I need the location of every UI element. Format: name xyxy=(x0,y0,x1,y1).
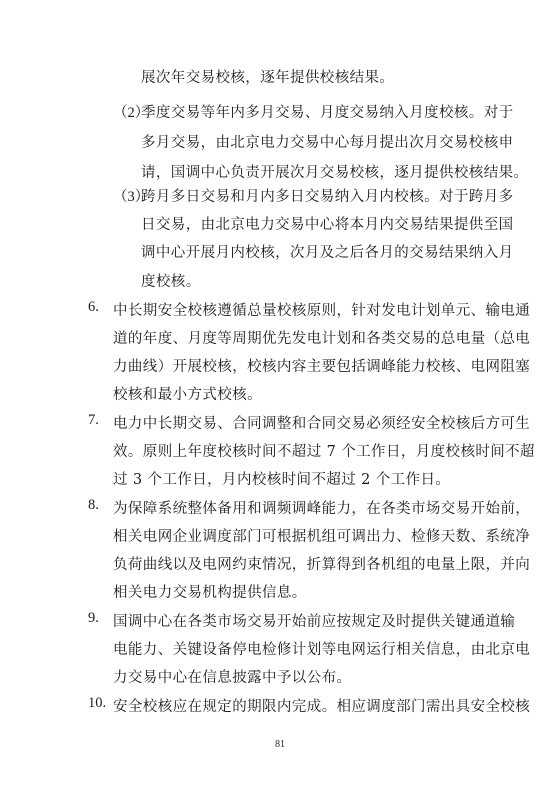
text-line: 日交易，由北京电力交易中心将本月内交易结果提供至国 xyxy=(141,217,514,233)
text-line: 效。原则上年度校核时间不超过 7 个工作日，月度校核时间不超 xyxy=(113,444,535,460)
text-line: 季度交易等年内多月交易、月度交易纳入月度校核。对于 xyxy=(141,105,514,121)
text-line: 道的年度、月度等周期优先发电计划和各类交易的总电量（总电 xyxy=(113,331,531,347)
text-line: 请，国调中心负责开展次月交易校核，逐月提供校核结果。 xyxy=(141,165,529,181)
text-line: 展次年交易校核，逐年提供校核结果。 xyxy=(141,70,395,86)
item-number: 9. xyxy=(88,610,99,626)
text-line: 电能力、关键设备停电检修计划等电网运行相关信息，由北京电 xyxy=(113,642,531,658)
text-line: 校核和最小方式校核。 xyxy=(113,387,262,403)
text-line: 国调中心在各类市场交易开始前应按规定及时提供关键通道输 xyxy=(113,614,516,630)
item-number: 6. xyxy=(88,299,99,315)
text-line: 中长期安全校核遵循总量校核原则，针对发电计划单元、输电通 xyxy=(113,303,531,319)
text-line: 电力中长期交易、合同调整和合同交易必须经安全校核后方可生 xyxy=(113,416,531,432)
text-line: 度校核。 xyxy=(141,274,201,290)
text-line: 跨月多日交易和月内多日交易纳入月内校核。对于跨月多 xyxy=(141,189,514,205)
text-line: 调中心开展月内校核，次月及之后各月的交易结果纳入月 xyxy=(141,245,514,261)
page-number: 81 xyxy=(275,739,285,750)
text-line: 力曲线）开展校核，校核内容主要包括调峰能力校核、电网阻塞 xyxy=(113,359,531,375)
sub-item-marker: （2） xyxy=(113,105,150,121)
text-line: 安全校核应在规定的期限内完成。相应调度部门需出具安全校核 xyxy=(113,699,531,715)
text-line: 为保障系统整体备用和调频调峰能力，在各类市场交易开始前， xyxy=(113,501,531,517)
text-line: 相关电力交易机构提供信息。 xyxy=(113,585,307,601)
item-number: 10. xyxy=(88,695,107,711)
text-line: 力交易中心在信息披露中予以公布。 xyxy=(113,670,352,686)
item-number: 8. xyxy=(88,497,99,513)
item-number: 7. xyxy=(88,412,99,428)
sub-item-marker: （3） xyxy=(113,189,150,205)
text-line: 过 3 个工作日，月内校核时间不超过 2 个工作日。 xyxy=(113,472,451,488)
text-line: 多月交易，由北京电力交易中心每月提出次月交易校核申 xyxy=(141,135,514,151)
text-line: 负荷曲线以及电网约束情况，折算得到各机组的电量上限，并向 xyxy=(113,557,531,573)
text-line: 相关电网企业调度部门可根据机组可调出力、检修天数、系统净 xyxy=(113,529,531,545)
